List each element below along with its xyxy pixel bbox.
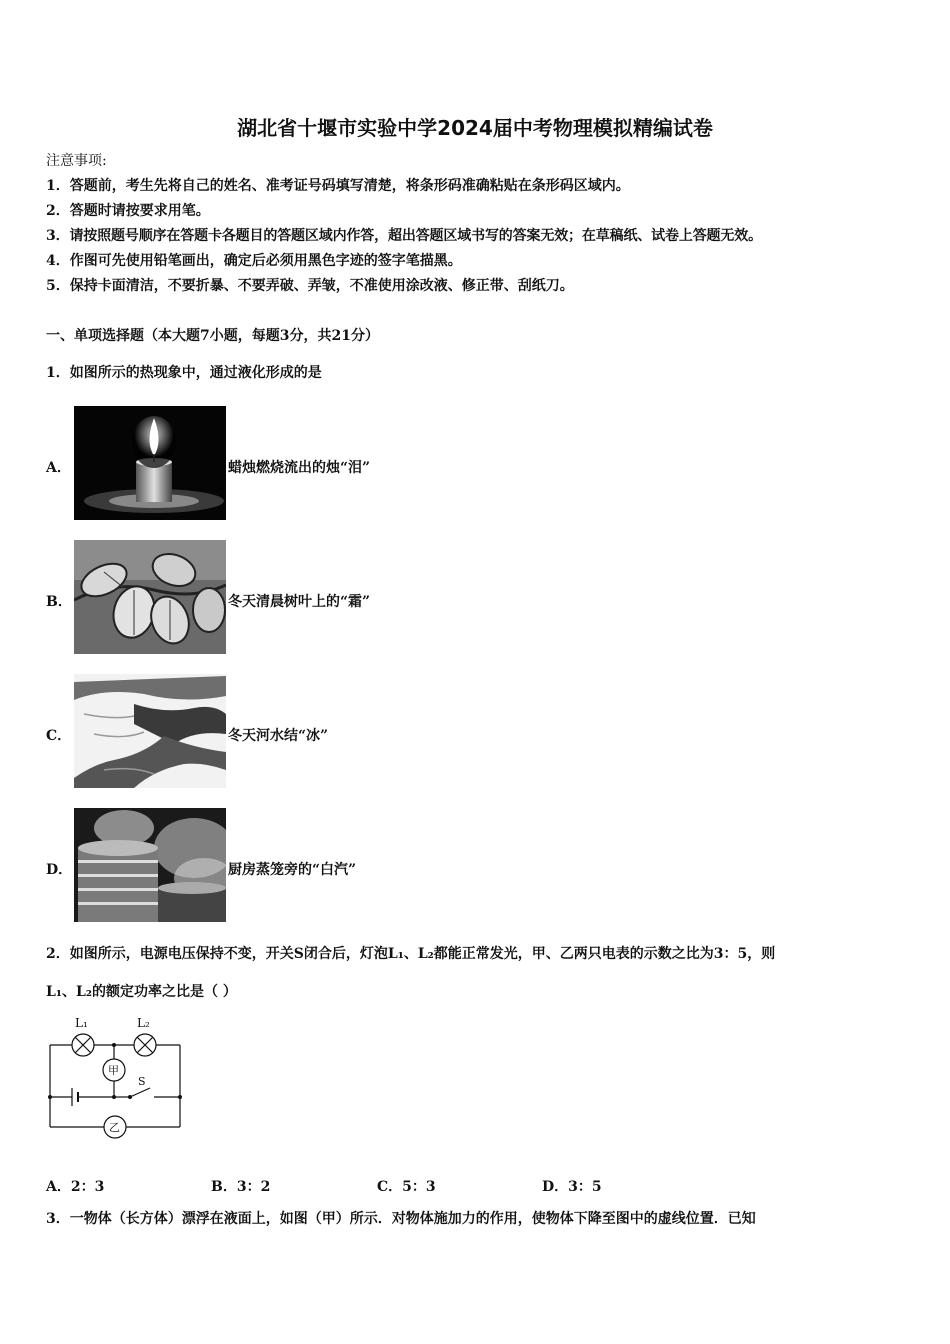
answer-a[interactable]: A．2：3 [46, 1179, 105, 1195]
lamp-l1-symbol [72, 1034, 94, 1056]
notice-item-5: 5．保持卡面清洁，不要折暴、不要弄破、弄皱，不准使用涂改液、修正带、刮纸刀。 [46, 278, 574, 294]
section-heading: 一、单项选择题（本大题7小题，每题3分，共21分） [46, 328, 379, 344]
question-1-stem: 1．如图所示的热现象中，通过液化形成的是 [46, 365, 322, 381]
question-2-stem-line-2: L₁、L₂的额定功率之比是（ ） [46, 984, 237, 1000]
answer-c[interactable]: C．5：3 [377, 1179, 436, 1195]
question-2-stem-line-1 [46, 945, 775, 963]
option-d-letter: D． [46, 862, 73, 878]
notice-heading: 注意事项: [46, 153, 107, 169]
circuit-diagram [44, 1010, 194, 1140]
notice-item-3: 3．请按照题号顺序在答题卡各题目的答题区域内作答，超出答题区域书写的答案无效；在草稿纸、试卷上答题无效。 [46, 228, 762, 244]
notice-item-2: 2．答题时请按要求用笔。 [46, 203, 210, 219]
answer-d[interactable]: D．3：5 [542, 1179, 602, 1195]
option-b-text: 冬天清晨树叶上的“霜” [228, 594, 371, 610]
answer-b[interactable]: B．3：2 [211, 1179, 271, 1195]
option-a-letter: A． [46, 460, 71, 476]
option-a-text: 蜡烛燃烧流出的烛“泪” [228, 460, 371, 476]
notice-item-4: 4．作图可先使用铅笔画出，确定后必须用黑色字迹的签字笔描黑。 [46, 253, 462, 269]
label-meter-yi: 乙 [109, 1121, 120, 1134]
frozen-river-photo [74, 674, 226, 788]
question-2-stem-text: 2．如图所示，电源电压保持不变，开关S闭合后，灯泡L₁、L₂都能正常发光，甲、乙两只电表的示数之比为3：5，则 [46, 946, 776, 962]
option-d-text: 厨房蒸笼旁的“白汽” [228, 862, 357, 878]
option-c-text: 冬天河水结“冰” [228, 728, 329, 744]
option-b-letter: B． [46, 594, 72, 610]
label-switch: S [138, 1075, 146, 1088]
label-l1: L₁ [75, 1016, 88, 1030]
page-title: 湖北省十堰市实验中学2024届中考物理模拟精编试卷 [237, 116, 713, 140]
option-c-letter: C． [46, 728, 72, 744]
frost-leaves-photo [74, 540, 226, 654]
label-l2: L₂ [137, 1016, 150, 1030]
label-meter-jia: 甲 [108, 1064, 119, 1077]
candle-photo [74, 406, 226, 520]
lamp-l2-symbol [134, 1034, 156, 1056]
notice-item-1: 1．答题前，考生先将自己的姓名、准考证号码填写清楚，将条形码准确粘贴在条形码区域内。 [46, 178, 630, 194]
question-3-stem: 3．一物体（长方体）漂浮在液面上，如图（甲）所示．对物体施加力的作用，使物体下降至图中的虚线位置．已知 [46, 1211, 756, 1227]
steamer-photo [74, 808, 226, 922]
